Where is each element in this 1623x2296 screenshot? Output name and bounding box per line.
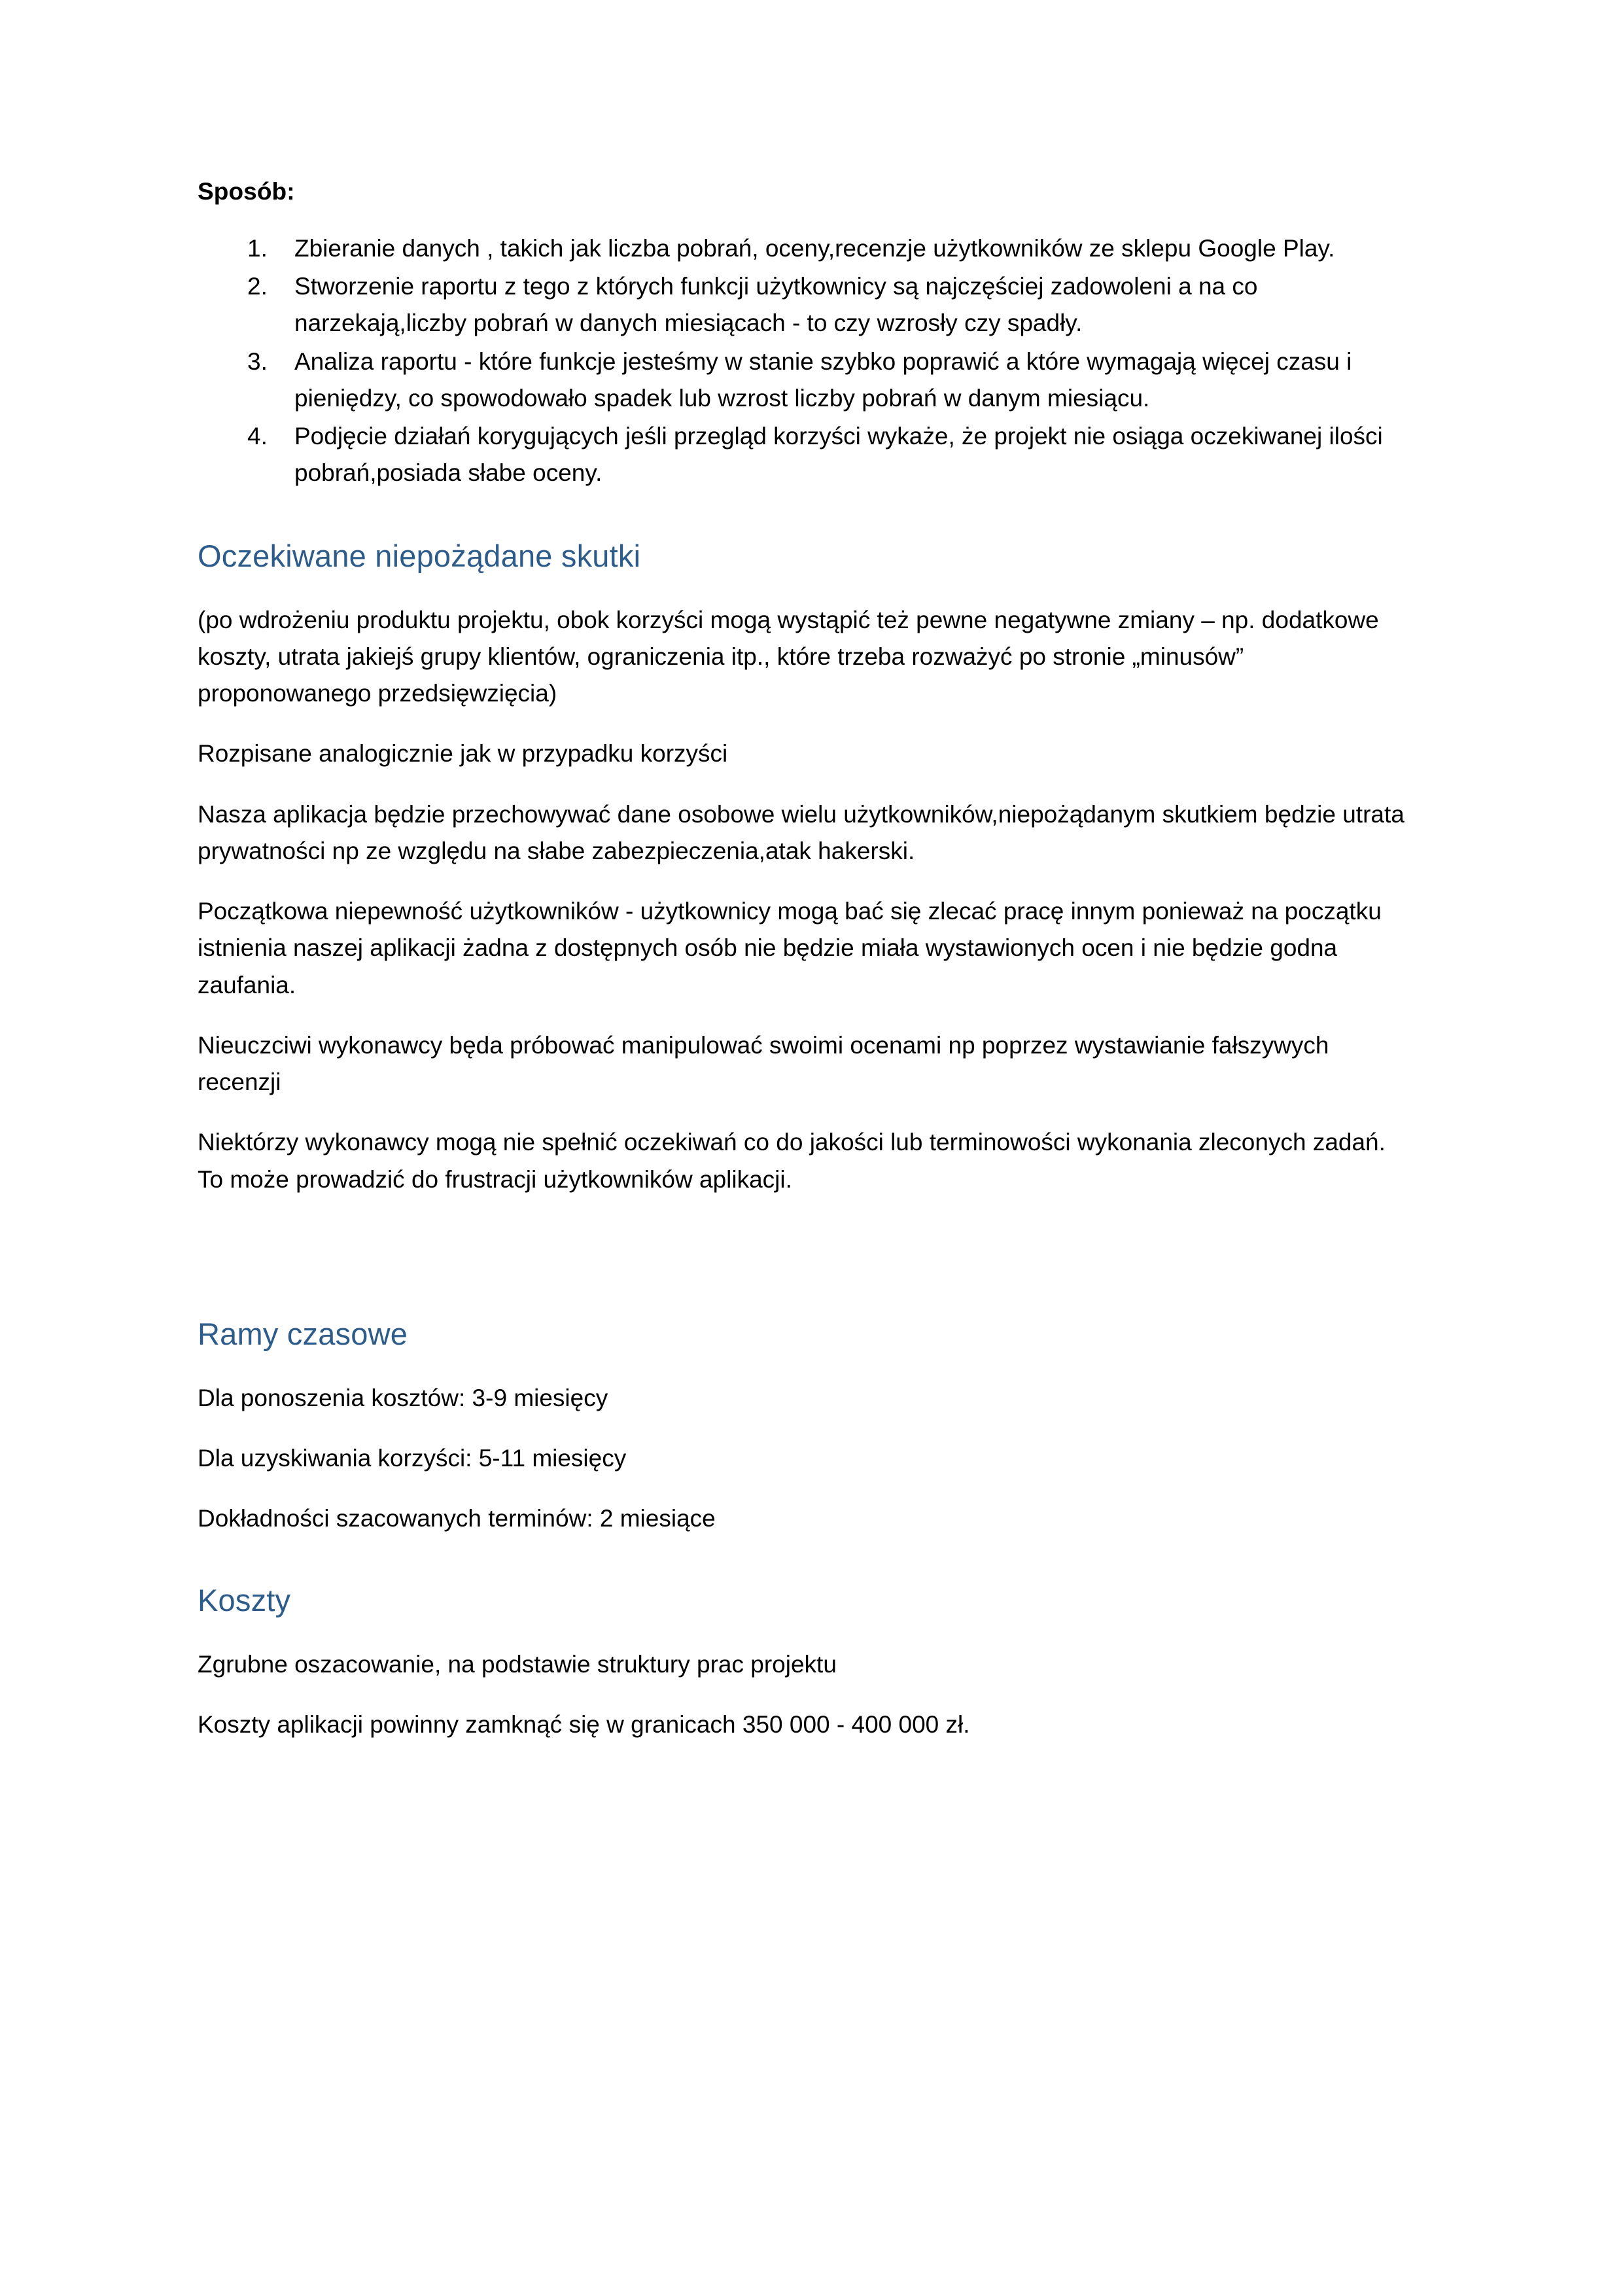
spacer [198, 1417, 1408, 1440]
paragraph: Rozpisane analogicznie jak w przypadku korzyści [198, 740, 728, 768]
paragraph: Dla ponoszenia kosztów: 3-9 miesięcy [198, 1384, 608, 1411]
section-heading-oczekiwane-niepozadane-skutki: Oczekiwane niepożądane skutki [198, 538, 641, 573]
spacer [198, 870, 1408, 893]
paragraph: Niektórzy wykonawcy mogą nie spełnić oczekiwań co do jakości lub terminowości wykonania zleconych zadań. To może prowadzić do frustracji użytkowników aplikacji. [198, 1129, 1386, 1193]
list-item: Analiza raportu - które funkcje jesteśmy w stanie szybko poprawić a które wymagają więcej czasu i pieniędzy, co spowodowało spadek lub wzrost liczby pobrań w danym miesiącu. [294, 347, 1352, 412]
paragraph: Koszty aplikacji powinny zamknąć się w granicach 350 000 - 400 000 zł. [198, 1711, 970, 1739]
paragraph: Dla uzyskiwania korzyści: 5-11 miesięcy [198, 1445, 627, 1472]
document-body [198, 175, 1408, 1743]
spacer [198, 1683, 1408, 1706]
paragraph: Nieuczciwi wykonawcy będa próbować manipulować swoimi ocenami np poprzez wystawianie fałszywych recenzji [198, 1031, 1329, 1096]
list-item: Podjęcie działań korygujących jeśli przegląd korzyści wykaże, że projekt nie osiąga oczekiwanej ilości pobrań,posiada słabe oceny. [294, 423, 1383, 487]
spacer [198, 1004, 1408, 1027]
spacer-blank-paragraph [198, 1198, 1408, 1271]
section-heading-koszty: Koszty [198, 1582, 291, 1617]
spacer [198, 712, 1408, 735]
spacer [198, 493, 1408, 537]
spacer [198, 773, 1408, 796]
spacer [198, 1101, 1408, 1124]
list-item: Zbieranie danych , takich jak liczba pobrań, oceny,recenzje użytkowników ze sklepu Google Play. [294, 234, 1335, 262]
spacer [198, 576, 1408, 602]
paragraph: (po wdrożeniu produktu projektu, obok korzyści mogą wystąpić też pewne negatywne zmiany – np. dodatkowe koszty, utrata jakiejś grupy klientów, ograniczenia itp., które trzeba rozważyć po stronie „minusów” proponowanego przedsięwzięcia) [198, 606, 1379, 707]
lead-heading-sposob: Sposób: [198, 178, 295, 205]
spacer [198, 1271, 1408, 1315]
section-heading-ramy-czasowe: Ramy czasowe [198, 1316, 408, 1351]
steps-list [198, 230, 1408, 492]
paragraph: Dokładności szacowanych terminów: 2 miesiące [198, 1505, 716, 1532]
spacer [198, 1620, 1408, 1646]
list-item: Stworzenie raportu z tego z których funkcji użytkownicy są najczęściej zadowoleni a na co narzekają,liczby pobrań w danych miesiącach - to czy wzrosły czy spadły. [294, 273, 1258, 337]
spacer [198, 1477, 1408, 1500]
paragraph: Zgrubne oszacowanie, na podstawie struktury prac projektu [198, 1650, 837, 1678]
spacer [198, 1354, 1408, 1380]
paragraph: Początkowa niepewność użytkowników - użytkownicy mogą bać się zlecać pracę innym ponieważ na początku istnienia naszej aplikacji żadna z dostępnych osób nie będzie miała wystawionych ocen i nie będzie godna zaufania. [198, 898, 1382, 998]
spacer [198, 1538, 1408, 1581]
paragraph: Nasza aplikacja będzie przechowywać dane osobowe wielu użytkowników,niepożądanym skutkiem będzie utrata prywatności np ze względu na słabe zabezpieczenia,atak hakerski. [198, 800, 1405, 864]
